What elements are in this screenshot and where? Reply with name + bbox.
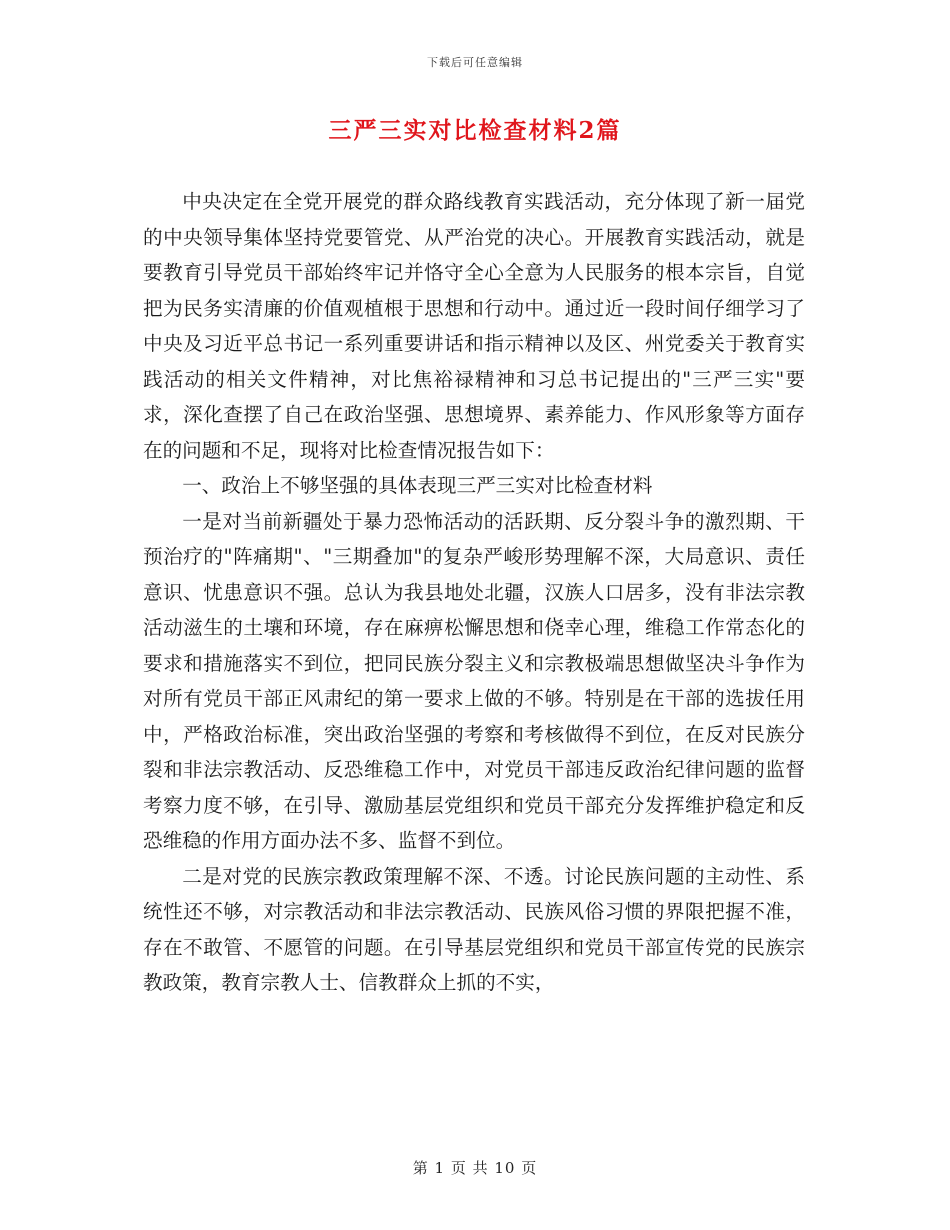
page-number: 第 1 页 共 10 页: [412, 1159, 538, 1177]
paragraph-point-two: 二是对党的民族宗教政策理解不深、不透。讨论民族问题的主动性、系统性还不够，对宗教活动和非法宗教活动、民族风俗习惯的界限把握不准，存在不敢管、不愿管的问题。在引导基层党组织和党员干部宣传党的民族宗教政策，教育宗教人士、信教群众上抓的不实，: [143, 864, 805, 994]
paragraph-point-one: 一是对当前新疆处于暴力恐怖活动的活跃期、反分裂斗争的激烈期、干预治疗的"阵痛期"、"三期叠加"的复杂严峻形势理解不深，大局意识、责任意识、忧患意识不强。总认为我县地处北疆，汉族人口居多，没有非法宗教活动滋生的土壤和环境，存在麻痹松懈思想和侥幸心理，维稳工作常态化的要求和措施落实不到位，把同民族分裂主义和宗教极端思想做坚决斗争作为对所有党员干部正风肃纪的第一要求上做的不够。特别是在干部的选拔任用中，严格政治标准，突出政治坚强的考察和考核做得不到位，在反对民族分裂和非法宗教活动、反恐维稳工作中，对党员干部违反政治纪律问题的监督考察力度不够，在引导、激励基层党组织和党员干部充分发挥维护稳定和反恐维稳的作用方面办法不多、监督不到位。: [143, 509, 805, 852]
paragraph-section-heading: 一、政治上不够坚强的具体表现三严三实对比检查材料: [182, 474, 653, 497]
document-title: 三严三实对比检查材料2篇: [328, 117, 622, 144]
document-body: [143, 184, 805, 1001]
paragraph-intro: 中央决定在全党开展党的群众路线教育实践活动，充分体现了新一届党的中央领导集体坚持党要管党、从严治党的决心。开展教育实践活动，就是要教育引导党员干部始终牢记并恪守全心全意为人民服务的根本宗旨，自觉把为民务实清廉的价值观植根于思想和行动中。通过近一段时间仔细学习了中央及习近平总书记一系列重要讲话和指示精神以及区、州党委关于教育实践活动的相关文件精神，对比焦裕禄精神和习总书记提出的"三严三实"要求，深化查摆了自己在政治坚强、思想境界、素养能力、作风形象等方面存在的问题和不足，现将对比检查情况报告如下：: [143, 190, 805, 462]
header-note: 下载后可任意编辑: [427, 56, 523, 69]
